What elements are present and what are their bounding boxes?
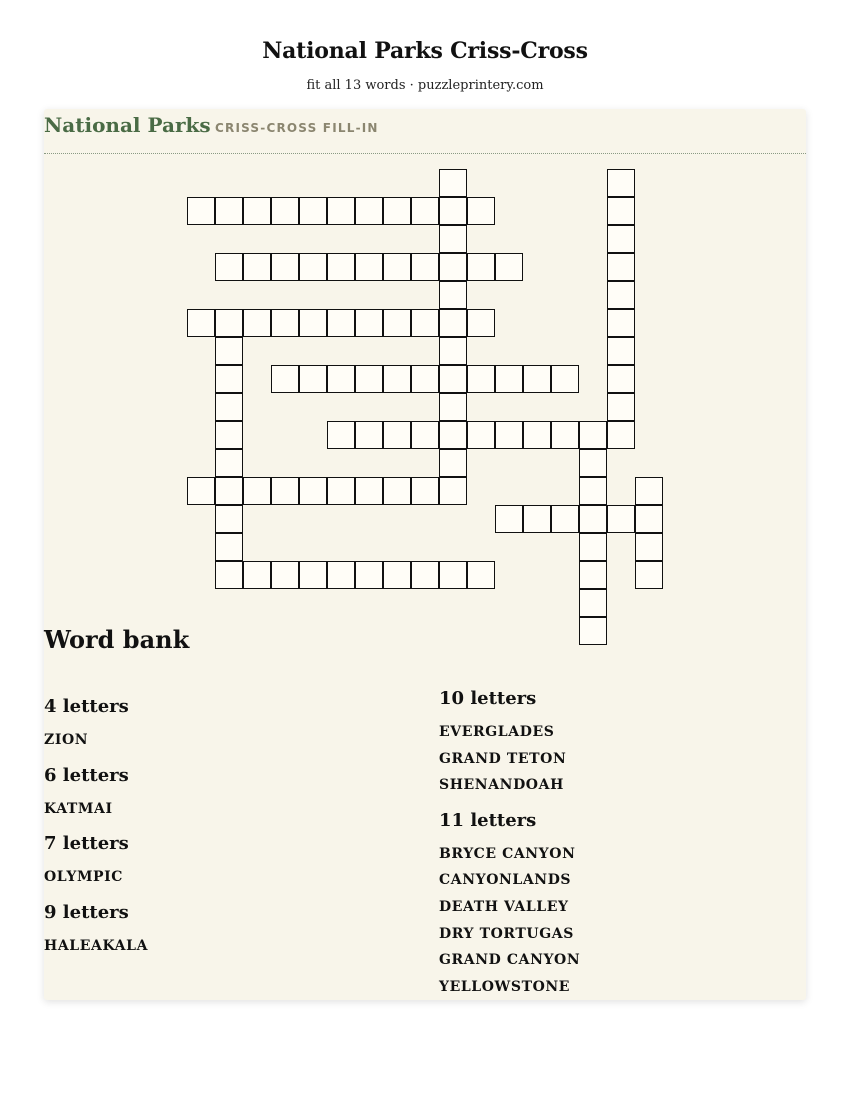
grid-cell[interactable] [271, 561, 299, 589]
grid-cell[interactable] [439, 197, 467, 225]
word-bank-entry: ZION [44, 732, 89, 748]
grid-cell[interactable] [299, 253, 327, 281]
grid-cell[interactable] [579, 505, 607, 533]
grid-cell[interactable] [439, 253, 467, 281]
grid-cell[interactable] [215, 337, 243, 365]
grid-cell[interactable] [383, 309, 411, 337]
grid-cell[interactable] [439, 309, 467, 337]
word-group [44, 832, 404, 891]
grid-cell[interactable] [411, 561, 439, 589]
page-title: National Parks Criss-Cross [262, 38, 588, 64]
crossword-grid [44, 109, 806, 629]
grid-cell[interactable] [299, 477, 327, 505]
grid-cell[interactable] [523, 421, 551, 449]
grid-cell[interactable] [355, 197, 383, 225]
grid-cell[interactable] [607, 197, 635, 225]
grid-cell[interactable] [355, 253, 383, 281]
grid-cell[interactable] [383, 561, 411, 589]
word-bank-entry: OLYMPIC [44, 869, 124, 886]
grid-cell[interactable] [215, 477, 243, 505]
grid-cell[interactable] [495, 505, 523, 533]
grid-cell[interactable] [271, 477, 299, 505]
word-bank-title: Word bank [44, 625, 190, 654]
grid-cell[interactable] [271, 365, 299, 393]
grid-cell[interactable] [607, 281, 635, 309]
page-subtitle: fit all 13 words · puzzleprintery.com [306, 78, 544, 93]
grid-cell[interactable] [467, 197, 495, 225]
grid-cell[interactable] [327, 421, 355, 449]
word-group [44, 901, 404, 960]
word-bank-entry: CANYONLANDS [439, 872, 572, 889]
grid-cell[interactable] [551, 505, 579, 533]
word-group-heading: 9 letters [44, 901, 129, 923]
grid-cell[interactable] [411, 421, 439, 449]
grid-cell[interactable] [439, 225, 467, 253]
grid-cell[interactable] [467, 421, 495, 449]
grid-cell[interactable] [607, 253, 635, 281]
word-group-heading: 7 letters [44, 833, 129, 855]
grid-cell[interactable] [495, 253, 523, 281]
grid-cell[interactable] [411, 197, 439, 225]
word-group-heading: 4 letters [44, 696, 129, 717]
grid-cell[interactable] [635, 505, 663, 533]
word-bank-entry: GRAND CANYON [439, 952, 581, 969]
grid-cell[interactable] [607, 421, 635, 449]
word-bank-entry: BRYCE CANYON [439, 845, 576, 862]
grid-cell[interactable] [607, 169, 635, 197]
word-group [44, 764, 404, 823]
grid-cell[interactable] [243, 253, 271, 281]
grid-cell[interactable] [299, 365, 327, 393]
grid-cell[interactable] [215, 561, 243, 589]
grid-cell[interactable] [635, 561, 663, 589]
word-group [44, 695, 404, 754]
grid-cell[interactable] [327, 365, 355, 393]
grid-cell[interactable] [383, 197, 411, 225]
grid-cell[interactable] [299, 561, 327, 589]
panel-title: National Parks [44, 113, 211, 137]
grid-cell[interactable] [579, 561, 607, 589]
grid-cell[interactable] [299, 197, 327, 225]
word-bank-entry: YELLOWSTONE [439, 978, 571, 995]
grid-cell[interactable] [215, 421, 243, 449]
grid-cell[interactable] [439, 337, 467, 365]
grid-cell[interactable] [243, 477, 271, 505]
word-bank-entry: HALEAKALA [44, 937, 149, 954]
word-bank-entry: EVERGLADES [439, 724, 555, 740]
grid-cell[interactable] [215, 253, 243, 281]
puzzle-type-label: CRISS-CROSS FILL-IN [215, 121, 379, 135]
word-bank-entry: SHENANDOAH [439, 777, 564, 794]
grid-cell[interactable] [607, 337, 635, 365]
grid-cell[interactable] [299, 309, 327, 337]
grid-cell[interactable] [327, 309, 355, 337]
word-bank-entry: GRAND TETON [439, 750, 567, 767]
grid-cell[interactable] [607, 505, 635, 533]
grid-cell[interactable] [635, 533, 663, 561]
grid-cell[interactable] [579, 421, 607, 449]
grid-cell[interactable] [187, 477, 215, 505]
grid-cell[interactable] [271, 309, 299, 337]
grid-cell[interactable] [439, 169, 467, 197]
grid-cell[interactable] [439, 365, 467, 393]
grid-cell[interactable] [439, 421, 467, 449]
grid-cell[interactable] [495, 421, 523, 449]
grid-cell[interactable] [635, 477, 663, 505]
grid-cell[interactable] [439, 561, 467, 589]
grid-cell[interactable] [411, 477, 439, 505]
grid-cell[interactable] [243, 309, 271, 337]
grid-cell[interactable] [355, 365, 383, 393]
grid-cell[interactable] [383, 253, 411, 281]
grid-cell[interactable] [187, 197, 215, 225]
grid-cell[interactable] [355, 477, 383, 505]
grid-cell[interactable] [411, 309, 439, 337]
word-group [439, 809, 799, 1001]
grid-cell[interactable] [579, 449, 607, 477]
grid-cell[interactable] [215, 533, 243, 561]
grid-cell[interactable] [243, 197, 271, 225]
grid-cell[interactable] [439, 281, 467, 309]
grid-cell[interactable] [523, 365, 551, 393]
grid-cell[interactable] [411, 365, 439, 393]
grid-cell[interactable] [355, 309, 383, 337]
grid-cell[interactable] [383, 421, 411, 449]
grid-cell[interactable] [607, 225, 635, 253]
grid-cell[interactable] [439, 477, 467, 505]
grid-cell[interactable] [439, 449, 467, 477]
grid-cell[interactable] [607, 393, 635, 421]
grid-cell[interactable] [551, 365, 579, 393]
grid-cell[interactable] [607, 309, 635, 337]
grid-cell[interactable] [271, 197, 299, 225]
grid-cell[interactable] [607, 365, 635, 393]
grid-cell[interactable] [327, 477, 355, 505]
grid-cell[interactable] [187, 309, 215, 337]
grid-cell[interactable] [327, 197, 355, 225]
grid-cell[interactable] [523, 505, 551, 533]
word-bank-entry: DRY TORTUGAS [439, 925, 574, 942]
word-bank-left-column [44, 695, 404, 969]
grid-cell[interactable] [467, 561, 495, 589]
grid-cell[interactable] [495, 365, 523, 393]
grid-cell[interactable] [215, 449, 243, 477]
grid-cell[interactable] [243, 561, 271, 589]
grid-cell[interactable] [215, 393, 243, 421]
word-bank-entry: KATMAI [44, 800, 113, 817]
word-group-heading: 11 letters [439, 809, 537, 831]
word-group-heading: 10 letters [439, 688, 537, 709]
grid-cell[interactable] [327, 253, 355, 281]
grid-cell[interactable] [215, 365, 243, 393]
grid-cell[interactable] [467, 309, 495, 337]
grid-cell[interactable] [327, 561, 355, 589]
grid-cell[interactable] [215, 197, 243, 225]
word-bank-right-column [439, 687, 799, 1010]
puzzle-panel [44, 109, 806, 1000]
grid-cell[interactable] [215, 505, 243, 533]
grid-cell[interactable] [579, 589, 607, 617]
grid-cell[interactable] [383, 477, 411, 505]
grid-cell[interactable] [271, 253, 299, 281]
word-group-heading: 6 letters [44, 764, 129, 786]
grid-cell[interactable] [383, 365, 411, 393]
grid-cell[interactable] [579, 477, 607, 505]
grid-cell[interactable] [355, 561, 383, 589]
grid-cell[interactable] [579, 533, 607, 561]
grid-cell[interactable] [439, 393, 467, 421]
word-group [439, 687, 799, 799]
grid-cell[interactable] [215, 309, 243, 337]
grid-cell[interactable] [551, 421, 579, 449]
grid-cell[interactable] [467, 253, 495, 281]
grid-cell[interactable] [579, 617, 607, 645]
grid-cell[interactable] [355, 421, 383, 449]
grid-cell[interactable] [411, 253, 439, 281]
grid-cell[interactable] [467, 365, 495, 393]
word-bank-entry: DEATH VALLEY [439, 898, 569, 915]
